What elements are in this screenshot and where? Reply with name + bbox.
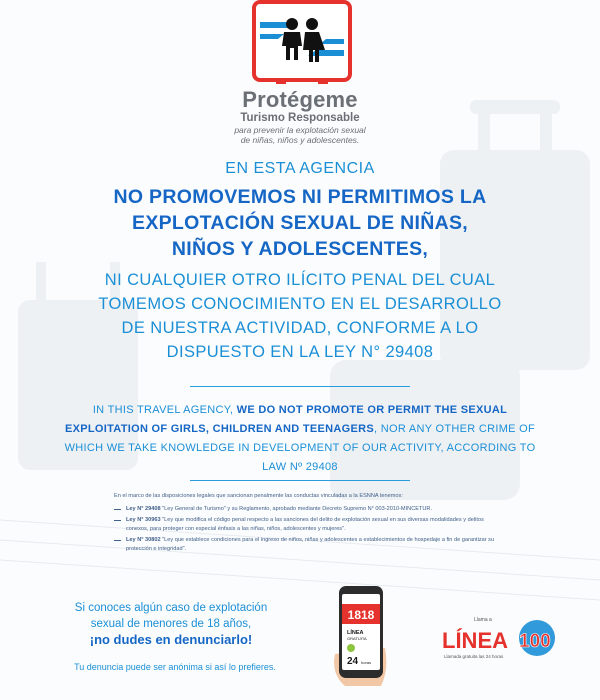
- spanish-continuation: [20, 268, 580, 364]
- ask-emphasis: ¡no dudes en denunciarlo!: [89, 632, 253, 647]
- law-name: Ley N° 30963: [126, 517, 161, 523]
- linea-number: 100: [519, 631, 551, 652]
- linea-call-label: Llama a: [474, 617, 492, 623]
- spanish-rest-line-2: TOMEMOS CONOCIMIENTO EN EL DESARROLLO: [98, 295, 502, 313]
- ask-line-1: Si conoces algún caso de explotación: [74, 602, 268, 614]
- phone-label-1: LÍNEA: [347, 630, 364, 636]
- linea-100-logo: [440, 612, 565, 668]
- protegeme-logo: [248, 0, 356, 84]
- law-text: "Ley que establece condiciones para el ingreso de niños, niñas y adolescentes a establecimientos de hospedaje a fin de garantizar su protección e integridad".: [126, 537, 495, 552]
- phone-hours-label: horas: [361, 660, 372, 665]
- ask-line-2: sexual de menores de 18 años,: [90, 618, 252, 630]
- brand-tagline-1: para prevenir la explotación sexual: [234, 125, 366, 135]
- phone-number: 1818: [347, 608, 375, 622]
- law-text: "Ley General de Turismo" y su Reglamento, aprobado mediante Decreto Supremo N° 003-2010-MINCETUR.: [160, 505, 433, 512]
- brand-subtitle: Turismo Responsable: [240, 112, 360, 124]
- law-name: Ley N° 29408: [126, 505, 161, 512]
- phone-hours: 24: [347, 656, 359, 667]
- linea-subtitle: Llamada gratuita las 24 horas: [444, 654, 504, 659]
- law-name: Ley N° 30802: [126, 537, 161, 543]
- english-bold: WE DO NOT PROMOTE OR PERMIT THE SEXUAL EXPLOITATION OF GIRLS, CHILDREN AND TEENAGERS: [64, 404, 508, 435]
- english-statement: [60, 401, 540, 477]
- spanish-rest-line-1: NI CUALQUIER OTRO ILÍCITO PENAL DEL CUAL: [104, 271, 496, 289]
- spanish-intro: EN ESTA AGENCIA: [225, 160, 375, 177]
- english-part-2: , NOR ANY OTHER CRIME OF WHICH WE TAKE KNOWLEDGE IN DEVELOPMENT OF OUR ACTIVITY, ACCORDING TO LAW Nº 29408: [64, 423, 536, 473]
- brand-name: Protégeme: [242, 87, 358, 112]
- divider-bottom: [190, 480, 410, 481]
- spanish-main-line-1: NO PROMOVEMOS NI PERMITIMOS LA: [113, 186, 487, 208]
- english-part-1: IN THIS TRAVEL AGENCY,: [92, 404, 237, 416]
- legal-lead: En el marco de las disposiciones legales que sancionan penalmente las conductas vinculadas a la ESNNA tenemos:: [114, 493, 403, 499]
- brand-tagline-2: de niñas, niños y adolescentes.: [240, 135, 360, 145]
- spanish-rest-line-3: DE NUESTRA ACTIVIDAD, CONFORME A LO: [121, 319, 479, 337]
- legal-law-item: [114, 516, 504, 533]
- legal-law-item: [114, 536, 504, 553]
- law-text: "Ley que modifica el código penal respecto a las sanciones del delito de explotación sexual en sus diversas modalidades y delitos conexos, para proteger con especial énfasis a las niñas, niños, adolescentes y mujeres".: [126, 517, 484, 532]
- linea-name: LÍNEA: [442, 628, 508, 653]
- legal-notes: [114, 492, 504, 556]
- anonymous-note: Tu denuncia puede ser anónima si así lo prefieres.: [74, 662, 276, 672]
- spanish-main-line-3: NIÑOS Y ADOLESCENTES,: [171, 238, 429, 260]
- phone-label-2: GRATUITA: [347, 636, 367, 641]
- legal-law-item: [114, 505, 504, 514]
- divider-top: [190, 386, 410, 387]
- phone-hotline-graphic: [331, 584, 389, 686]
- report-call-to-action: [40, 600, 302, 648]
- spanish-rest-line-4: DISPUESTO EN LA LEY N° 29408: [166, 343, 434, 361]
- brand-block: [200, 88, 400, 145]
- spanish-main-line-2: EXPLOTACIÓN SEXUAL DE NIÑAS,: [132, 212, 468, 234]
- spanish-main-statement: [20, 184, 580, 262]
